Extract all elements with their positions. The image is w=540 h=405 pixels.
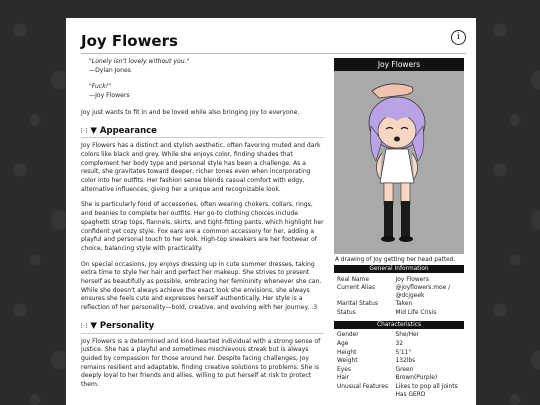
table-row — [334, 332, 464, 341]
row-label: Marital Status — [337, 301, 378, 308]
image-caption: A drawing of Joy getting her head patted. — [335, 257, 456, 263]
row-label: Current Alias — [337, 285, 375, 292]
general-info-header: General Information — [334, 265, 464, 273]
quote-author: —Dylan Jones — [89, 66, 131, 74]
row-label: Weight — [337, 358, 358, 365]
row-value: Taken — [395, 301, 413, 308]
row-value: Green — [395, 366, 414, 373]
table-row — [334, 341, 464, 350]
table-row — [334, 384, 464, 400]
characteristics-header: Characteristics — [334, 321, 464, 329]
row-value: @joyflowers.moe / @dcjgeek — [395, 285, 451, 299]
collapse-toggle[interactable]: [–] — [81, 322, 88, 329]
row-value: 5'11" — [395, 349, 412, 356]
appearance-paragraph: She is particularly fond of accessories, often wearing chokers, collars, rings, and beanies to complete her outfits. Her go-to clothing choices include spaghetti strap tops, flannels, skirts, and tight-fitting pants, which highlight her confident yet cozy style. Fox ears are a common accessory for her, adding a playful and personal touch to her look. High-top sneakers are her footwear of choice, balancing style with practicality. — [81, 201, 324, 252]
character-drawing — [334, 71, 464, 254]
info-icon[interactable]: i — [451, 30, 466, 45]
collapse-toggle[interactable]: [–] — [81, 127, 88, 134]
row-value: Brown(Purple) — [395, 375, 438, 382]
row-value: She/Her — [395, 332, 420, 339]
quote-text: "Fuck!" — [89, 83, 112, 91]
characteristics-table — [334, 332, 464, 400]
row-value: Joy Flowers — [395, 276, 429, 283]
table-row — [334, 375, 464, 384]
table-row — [334, 366, 464, 375]
row-value: 132lbs — [395, 358, 416, 365]
quote-author: —Joy Flowers — [89, 92, 130, 100]
row-label: Gender — [337, 332, 359, 339]
character-image[interactable] — [334, 71, 464, 254]
infobox-title: Joy Flowers — [334, 58, 464, 71]
row-label: Hair — [337, 375, 350, 382]
section-title: ▼ Appearance — [90, 125, 157, 136]
table-row — [334, 349, 464, 358]
row-label: Height — [337, 349, 357, 356]
article-body — [81, 58, 324, 397]
section-title: ▼ Personality — [90, 320, 155, 331]
row-label: Age — [337, 341, 349, 348]
row-label: Eyes — [337, 366, 351, 373]
quote-block — [89, 58, 324, 75]
row-value: Likes to pop all joints Has GERD — [395, 384, 458, 398]
infobox — [334, 58, 464, 403]
row-label: Unusual Features — [337, 384, 389, 391]
section-heading-personality[interactable] — [81, 322, 324, 334]
general-info-table — [334, 276, 464, 318]
table-row — [334, 301, 464, 310]
row-label: Status — [337, 309, 356, 316]
appearance-paragraph: On special occasions, Joy enjoys dressing up in cute summer dresses, taking extra time to style her hair and perfect her makeup. She strives to present herself as beautifully as possible, embracing her femininity whenever she can. While she doesn't always achieve the exact look she envisions, she always ensures she feels cute and expresses herself authentically. Her style is a reflection of her personality—bold, creative, and evolving with her journey. :3 — [81, 260, 322, 312]
wiki-page — [66, 18, 476, 405]
row-label: Real Name — [337, 276, 369, 283]
section-heading-appearance[interactable] — [81, 127, 324, 139]
personality-paragraph: Joy Flowers is a determined and kind-hearted individual with a strong sense of justice. She has a playful and sometimes mischievous streak but is always guided by compassion for those around her. Despite facing challenges, Joy remains resilient and adaptable, finding creative solutions to problems. She is deeply loyal to her friends and allies, willing to put herself at risk to protect them. — [81, 337, 321, 389]
quote-block — [89, 83, 324, 100]
table-row — [334, 276, 464, 285]
appearance-paragraph: Joy Flowers has a distinct and stylish aesthetic, often favoring muted and dark colors like black and grey. While she enjoys color, finding shades that complement her body type and personal style has been a challenge. As a result, she gravitates toward deeper, richer tones even when incorporating color into her outfits. Her fashion sense blends casual comfort with edgy, alternative influences, giving her a unique and recognizable look. — [81, 142, 321, 193]
intro-paragraph: Joy just wants to fit in and be loved while also bringing joy to everyone. — [81, 108, 300, 116]
page-title: Joy Flowers — [81, 32, 178, 50]
quote-text: "Lonely isn't lovely without you." — [89, 58, 190, 65]
title-divider — [81, 53, 466, 54]
table-row — [334, 309, 464, 318]
row-value: Mid Life Crisis — [395, 309, 437, 316]
row-value: 32 — [395, 341, 403, 348]
table-row — [334, 285, 464, 301]
table-row — [334, 358, 464, 367]
